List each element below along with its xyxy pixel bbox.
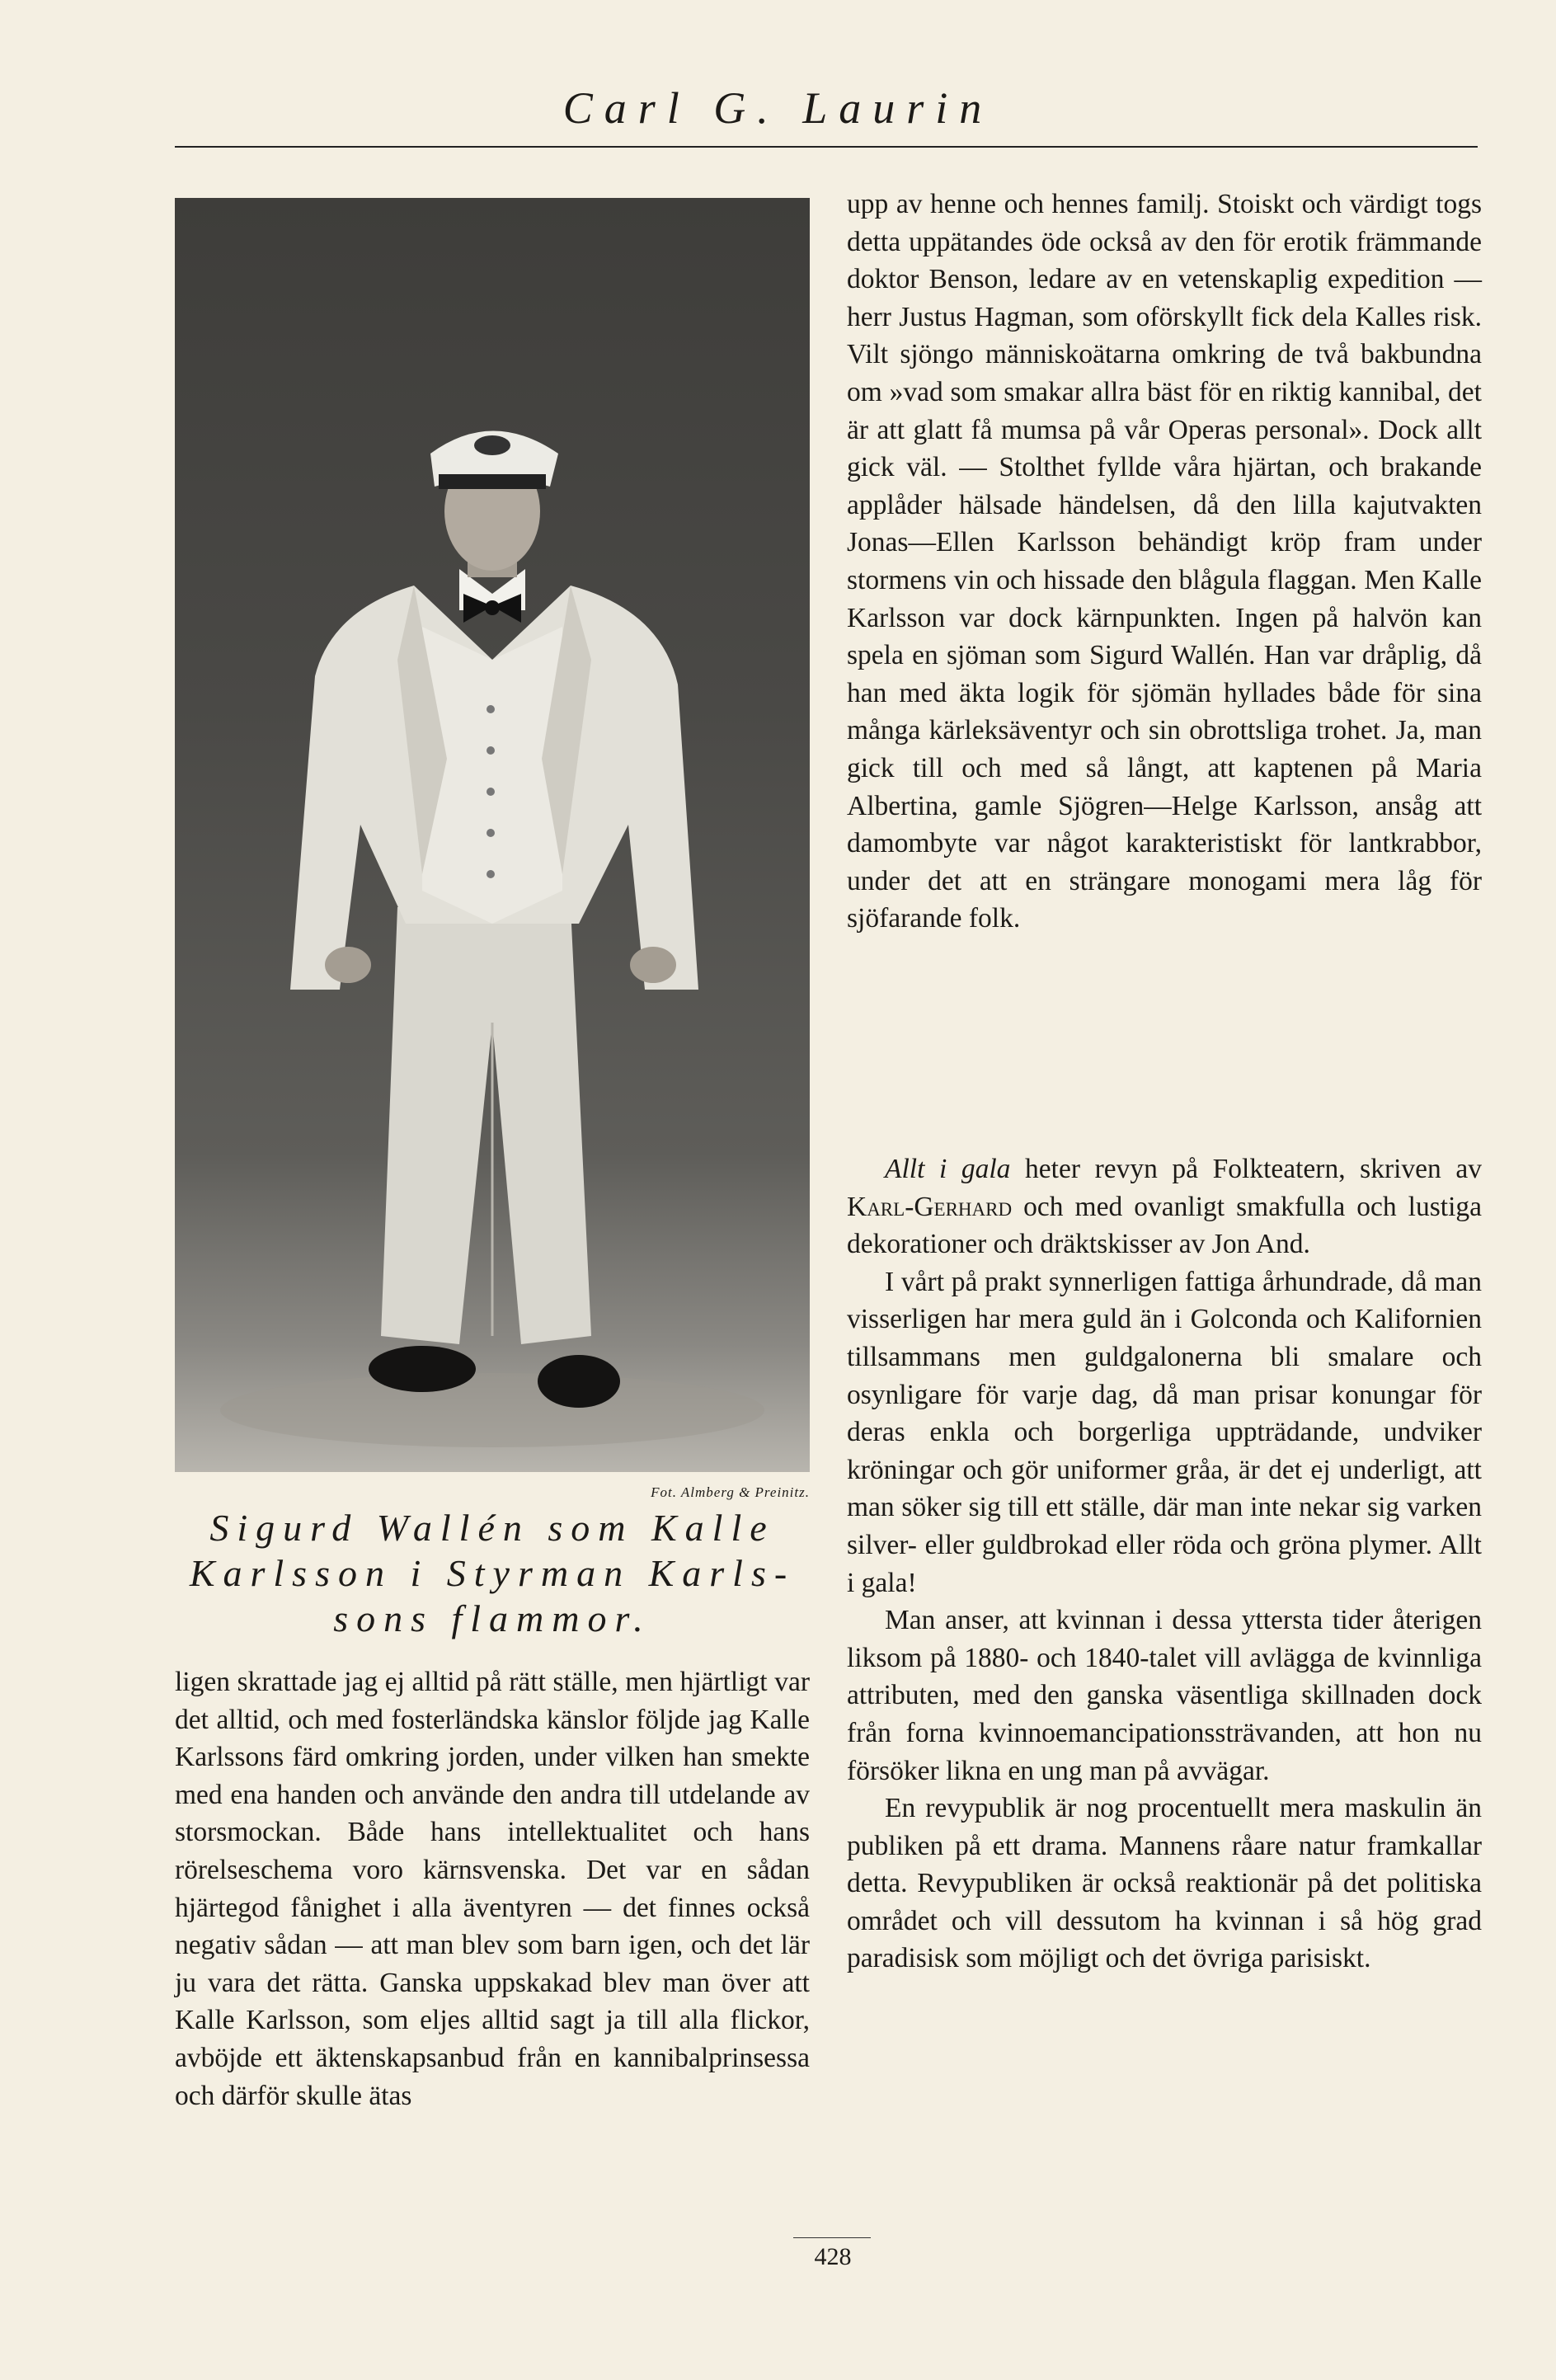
- portrait-photo: [175, 198, 810, 1472]
- right-column-top: [847, 186, 1482, 938]
- page-number-rule: [793, 2237, 871, 2238]
- left-column: [175, 1663, 810, 2114]
- photo-credit: Fot. Almberg & Preinitz.: [651, 1484, 810, 1500]
- right-paragraph-3: I vårt på prakt synnerligen fattiga århundrade, då man visserligen har mera guld än i Golconda och Kalifornien tillsammans men guldgalonerna bli smalare och osynligare för varje dag, då man prisar konungar för deras enkla och borgerliga uppträdande, undviker kröningar och gör uniformer gråa, är det ej underligt, att man söker sig till ett ställe, där man inte nekar sig varken silver- eller guldbrokad eller röda och gröna plymer. Allt i gala!: [847, 1266, 1482, 1598]
- portrait-illustration: [175, 198, 810, 1472]
- revue-title: Allt i gala: [885, 1154, 1011, 1184]
- page-header: Carl G. Laurin: [562, 83, 994, 133]
- right-paragraph-4: Man anser, att kvinnan i dessa yttersta tider återigen liksom på 1880- och 1840-talet vill avlägga de kvinnliga attributen, med den ganska väsentliga skillnaden dock från forna kvinnoemancipationssträvanden, att hon nu försöker likna en ung man på avvägar.: [847, 1605, 1482, 1786]
- revue-text-mid: heter revyn på Folkteatern, skriven av: [1010, 1154, 1482, 1184]
- revue-author: Karl-Gerhard: [847, 1191, 1013, 1222]
- left-paragraph-1: ligen skrattade jag ej alltid på rätt ställe, men hjärtligt var det alltid, och med fosterländska känslor följde jag Kalle Karlssons färd omkring jorden, under vilken han smekte med ena handen och använde den andra till utdelande av storsmockan. Både hans intellektualitet och hans rörelseschema voro kärnsvenska. Det var en sådan hjärtegod fånighet i alla äventyren — det finnes också negativ sådan — att man blev som barn igen, och det lär ju vara det rätta. Ganska uppskakad blev man över att Kalle Karlsson, som eljes alltid sagt ja till alla flickor, avböjde ett äktenskapsanbud från en kannibalprinsessa och därför skulle ätas: [175, 1667, 810, 2111]
- right-paragraph-5: En revypublik är nog procentuellt mera maskulin än publiken på ett drama. Mannens råare natur framkallar detta. Revypubliken är också reaktionär på det politiska området och vill dessutom ha kvinnan i så hög grad paradisisk som möjligt och det övriga parisiskt.: [847, 1793, 1482, 1974]
- right-paragraph-1: upp av henne och hennes familj. Stoiskt och värdigt togs detta uppätandes öde också av den för erotik främmande doktor Benson, ledare av en vetenskaplig expedition —herr Justus Hagman, som oförskyllt fick dela Kalles risk. Vilt sjöngo människoätarna omkring de två bakbundna om »vad som smakar allra bäst för en riktig kannibal, det är att glatt få mumsa på vår Operas personal». Dock allt gick väl. — Stolthet fyllde våra hjärtan, och brakande applåder hälsade händelsen, då den lilla kajutvakten Jonas—Ellen Karlsson behändigt kröp fram under stormens vin och hissade den blågula flaggan. Men Kalle Karlsson var dock kärnpunkten. Ingen på halvön kan spela en sjöman som Sigurd Wallén. Han var dråplig, då han med äkta logik för sjömän hyllades både för sina många kärleksäventyr och sin obrottsliga trohet. Ja, man gick till och med så långt, att kaptenen på Maria Albertina, gamle Sjögren—Helge Karlsson, ansåg att damombyte var något karakteristiskt för lantkrabbor, under det att en strängare monogami mera låg för sjöfarande folk.: [847, 189, 1482, 934]
- header-rule: [175, 146, 1478, 148]
- right-paragraph-2: [847, 1150, 1482, 1263]
- revue-text-rest: och med ovanligt smakfulla och lustiga dekorationer och dräktskisser av Jon And.: [847, 1191, 1482, 1260]
- right-column-bottom: [847, 1150, 1482, 1978]
- photo-caption: Sigurd Wallén som Kalle Karlsson i Styrman Karls-sons flammor.: [189, 1507, 796, 1639]
- page-number: 428: [814, 2243, 852, 2270]
